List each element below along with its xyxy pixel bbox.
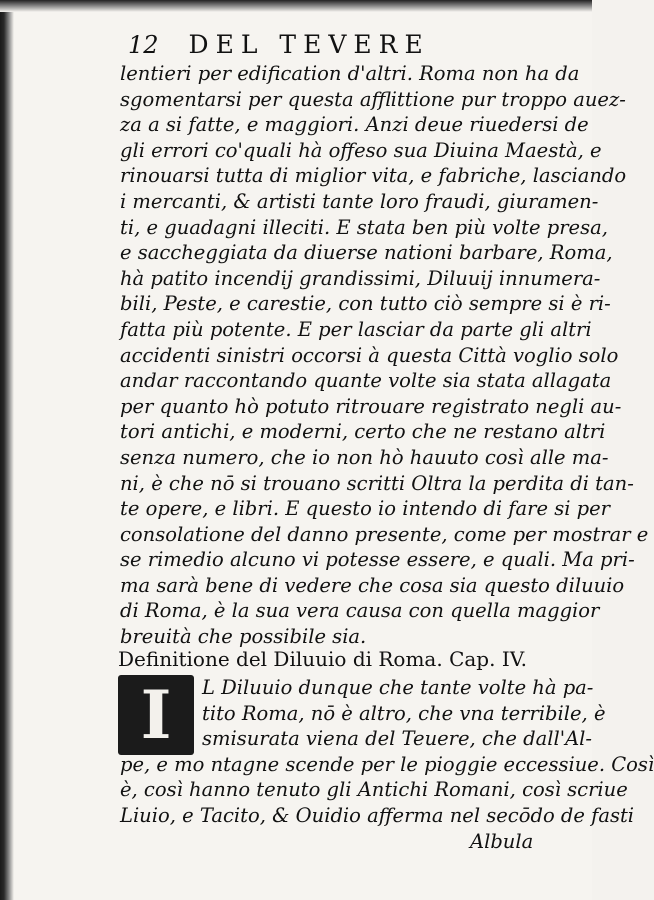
page-binding-edge [0, 0, 14, 900]
text-line: bili, Peste, e carestie, con tutto ciò sempre si è ri- [120, 292, 611, 316]
page-header [128, 30, 568, 64]
text-line: hà patito incendij grandissimi, Diluuij innumera- [120, 266, 601, 290]
text-line: gli errori co'quali hà offeso sua Diuina Maestà, e [120, 138, 602, 162]
initial-letter: I [140, 676, 172, 754]
text-line: e saccheggiata da diuerse nationi barbare, Roma, [120, 241, 613, 265]
chapter-text [120, 675, 654, 829]
text-line: di Roma, è la sua vera causa con quella maggior [120, 599, 600, 623]
text-line: fatta più potente. E per lasciar da parte gli altri [120, 317, 592, 341]
catchword: Albula [470, 830, 534, 853]
text-line: breuità che possibile sia. [120, 625, 367, 649]
text-line: L Diluuio dunque che tante volte hà pa- [202, 676, 594, 699]
body-text [120, 61, 649, 650]
page-top-edge [0, 0, 592, 12]
text-line: accidenti sinistri occorsi à questa Città voglio solo [120, 343, 619, 367]
text-line: senza numero, che io non hò hauuto così alle ma- [120, 445, 609, 469]
text-line: te opere, e libri. E questo io intendo di fare si per [120, 497, 610, 521]
text-line: rinouarsi tutta di miglior vita, e fabriche, lasciando [120, 164, 627, 188]
text-line: ma sarà bene di vedere che cosa sia questo diluuio [120, 573, 625, 597]
text-line: sgomentarsi per questa afflittione pur troppo auez- [120, 87, 626, 111]
text-line: tito Roma, nō è altro, che vna terribile, è [202, 701, 606, 725]
text-line: tori antichi, e moderni, certo che ne restano altri [120, 420, 606, 444]
text-line: per quanto hò potuto ritrouare registrato negli au- [120, 394, 622, 418]
text-line: è, così hanno tenuto gli Antichi Romani, così scriue [120, 778, 628, 802]
text-line: ti, e guadagni illeciti. E stata ben più volte presa, [120, 215, 608, 239]
page-number: 12 [128, 31, 159, 59]
text-line: ni, è che nō si trouano scritti Oltra la perdita di tan- [120, 471, 634, 495]
text-line: smisurata viena del Teuere, che dall'Al- [202, 727, 592, 751]
text-line: lentieri per edification d'altri. Roma non ha da [120, 62, 580, 85]
text-line: pe, e mo ntagne scende per le pioggie eccessiue. Così [120, 752, 654, 776]
chapter-heading: Definitione del Diluuio di Roma. Cap. IV. [118, 647, 528, 671]
text-line: se rimedio alcuno vi potesse essere, e quali. Ma pri- [120, 548, 635, 572]
text-line: Liuio, e Tacito, & Ouidio afferma nel secōdo de fasti [120, 803, 635, 827]
text-line: za a si fatte, e maggiori. Anzi deue riuedersi de [120, 113, 589, 137]
text-line: consolatione del danno presente, come per mostrar e [120, 522, 649, 546]
running-title: DEL TEVERE [188, 30, 430, 59]
text-line: i mercanti, & artisti tante loro fraudi, giuramen- [120, 189, 599, 213]
text-line: andar raccontando quante volte sia stata allagata [120, 369, 612, 393]
